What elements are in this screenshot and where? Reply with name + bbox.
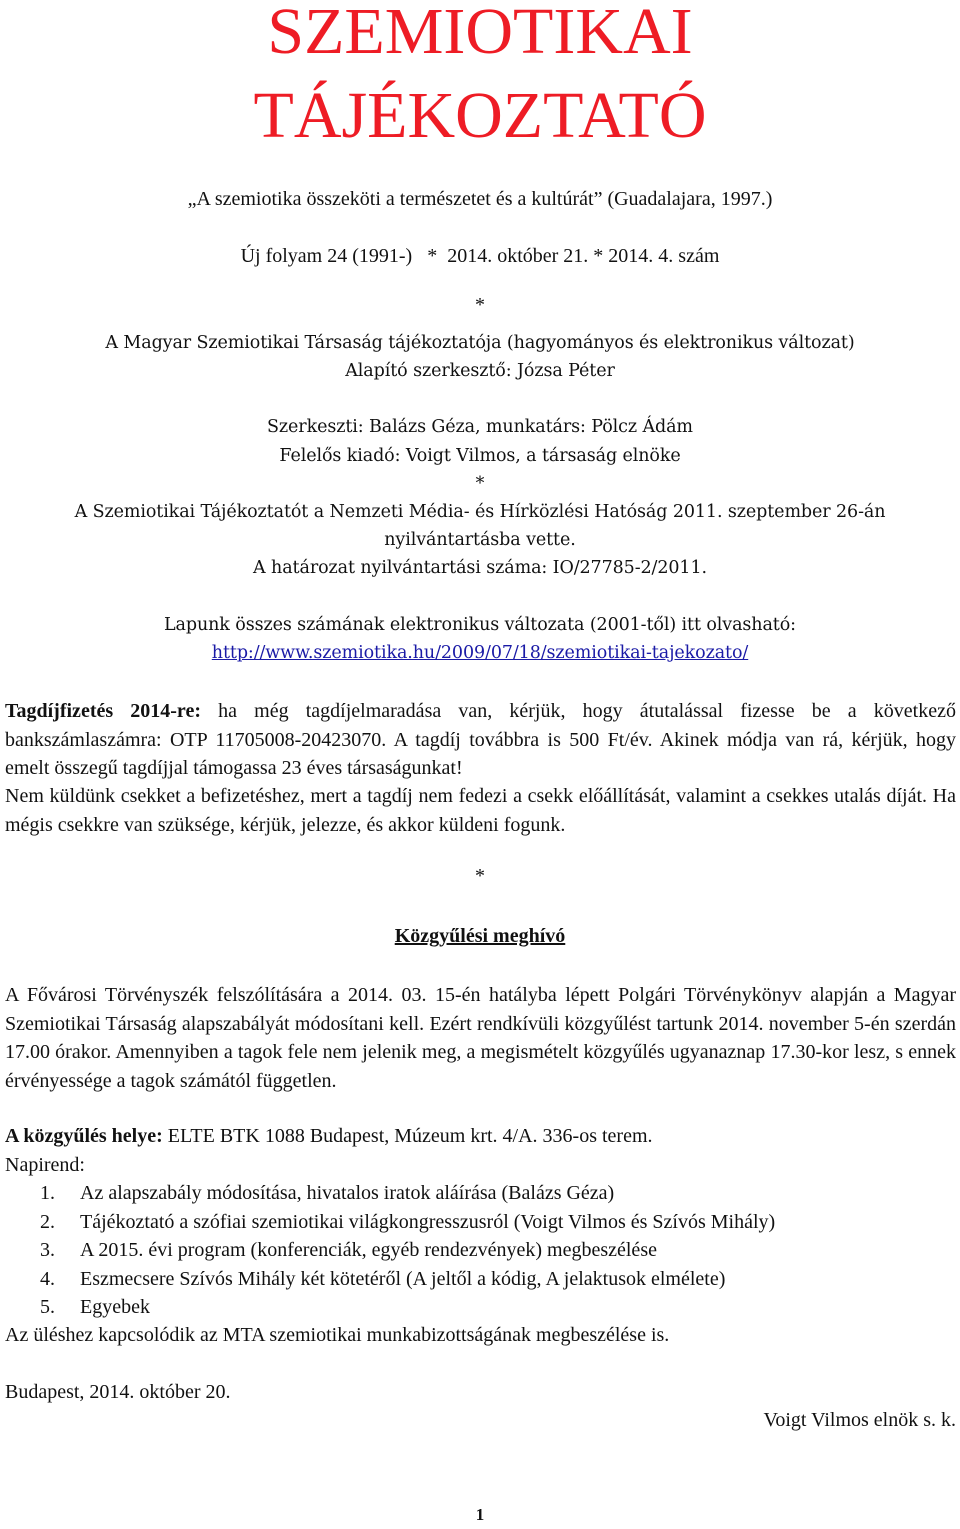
agenda-list <box>40 1179 775 1322</box>
online-archive-text: Lapunk összes számának elektronikus változata (2001-től) itt olvasható: <box>164 615 796 635</box>
separator-star: * <box>475 865 485 887</box>
agenda-number: 1. <box>40 1182 55 1204</box>
signature: Voigt Vilmos elnök s. k. <box>763 1409 956 1431</box>
masthead-line: A Magyar Szemiotikai Társaság tájékoztatója (hagyományos és elektronikus változat) <box>105 333 855 353</box>
registration-line-1: A Szemiotikai Tájékoztatót a Nemzeti Média- és Hírközlési Hatóság 2011. szeptember 26-án <box>74 502 886 522</box>
editors: Szerkeszti: Balázs Géza, munkatárs: Pölcz Ádám <box>267 417 693 437</box>
separator-star: * <box>475 474 485 494</box>
list-item <box>40 1265 775 1294</box>
agenda-number: 5. <box>40 1296 55 1318</box>
place-and-date: Budapest, 2014. október 20. <box>5 1381 231 1403</box>
meeting-intro: A Fővárosi Törvényszék felszólítására a 2014. 03. 15-én hatályba lépett Polgári Törvénykönyv alapján a Magyar Szemiotikai Társaság alapszabályát módosítani kell. Ezért rendkívüli közgyűlést tartunk 2014. november 5-én szerdán 17.00 órakor. Amennyiben a tagok fele nem jelenik meg, a megismételt közgyűlés ugyanaznap 17.30-kor lesz, s ennek érvényessége a tagok számától független. <box>5 984 956 1092</box>
registration-number: A határozat nyilvántartási száma: IO/27785-2/2011. <box>253 558 707 578</box>
meeting-venue-text: ELTE BTK 1088 Budapest, Múzeum krt. 4/A. 336-os terem. <box>162 1125 653 1147</box>
list-item <box>40 1179 775 1208</box>
meeting-venue-label: A közgyűlés helye: <box>5 1125 163 1147</box>
agenda-text: Eszmecsere Szívós Mihály két kötetéről (A jeltől a kódig, A jelaktusok elmélete) <box>80 1267 726 1290</box>
meeting-venue <box>5 1122 653 1151</box>
list-item <box>40 1208 775 1237</box>
motto: „A szemiotika összeköti a természetet és a kultúrát” (Guadalajara, 1997.) <box>187 188 773 210</box>
agenda-text: A 2015. évi program (konferenciák, egyéb rendezvények) megbeszélése <box>80 1239 657 1261</box>
issue-line: Új folyam 24 (1991-) * 2014. október 21. * 2014. 4. szám <box>240 245 720 267</box>
registration-line-2: nyilvántartásba vette. <box>384 530 576 550</box>
agenda-number: 2. <box>40 1210 55 1233</box>
agenda-label: Napirend: <box>5 1154 85 1176</box>
page-title-line-2: TÁJÉKOZTATÓ <box>253 79 707 152</box>
meeting-note: Az üléshez kapcsolódik az MTA szemiotikai munkabizottságának megbeszélése is. <box>5 1324 670 1346</box>
agenda-text: Az alapszabály módosítása, hivatalos iratok aláírása (Balázs Géza) <box>80 1182 615 1204</box>
membership-fee-text: ha még tagdíjelmaradása van, kérjük, hogy átutalással fizesse be a következő bankszámlaszámra: OTP 11705008-20423070. A tagdíj továbbra is 500 Ft/év. Akinek módja van rá, kérjük, hogy emelt összegű tagdíjjal támogassa 23 éves társaságunkat! <box>5 700 956 779</box>
agenda-number: 3. <box>40 1239 55 1261</box>
publisher: Felelős kiadó: Voigt Vilmos, a társaság elnöke <box>279 446 681 466</box>
cheque-paragraph: Nem küldünk csekket a befizetéshez, mert a tagdíj nem fedezi a csekk előállítását, valamint a csekkes utalás díját. Ha mégis csekkre van szüksége, kérjük, jelezze, és akkor küldeni fogunk. <box>5 785 956 836</box>
founding-editor: Alapító szerkesztő: Józsa Péter <box>345 361 615 381</box>
page-title-line-1: SZEMIOTIKAI <box>267 0 693 68</box>
agenda-text: Tájékoztató a szófiai szemiotikai világkongresszusról (Voigt Vilmos és Szívós Mihály) <box>80 1210 776 1233</box>
separator-star: * <box>475 294 485 316</box>
list-item <box>40 1293 775 1322</box>
agenda-number: 4. <box>40 1267 55 1290</box>
online-archive-link[interactable]: http://www.szemiotika.hu/2009/07/18/szemiotikai-tajekozato/ <box>211 643 749 663</box>
membership-fee-label: Tagdíjfizetés 2014-re: <box>5 700 201 722</box>
page-number: 1 <box>475 1505 485 1524</box>
agenda-text: Egyebek <box>80 1296 150 1318</box>
meeting-heading: Közgyűlési meghívó <box>394 925 566 947</box>
list-item <box>40 1236 775 1265</box>
membership-fee-paragraph <box>5 697 956 783</box>
